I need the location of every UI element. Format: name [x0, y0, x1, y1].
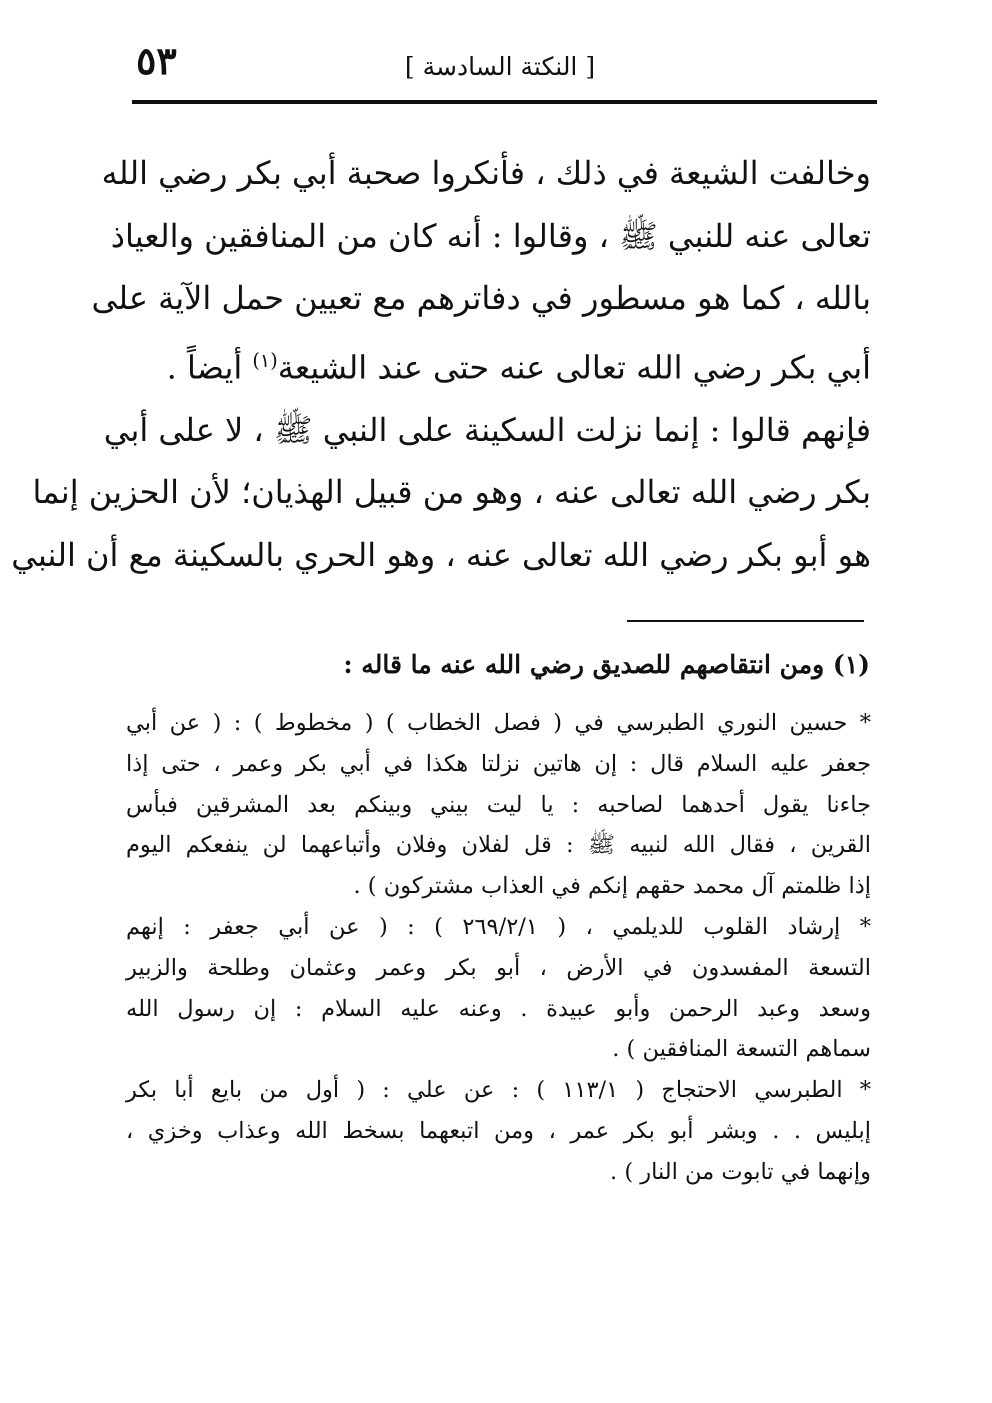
body-line-6: بكر رضي الله تعالى عنه ، وهو من قبيل الهذيان؛ لأن الحزين إنما — [32, 473, 871, 512]
body-line-3: بالله ، كما هو مسطور في دفاترهم مع تعيين حمل الآية على — [91, 279, 871, 317]
page-number: ٥٣ — [136, 38, 177, 83]
footnote-line: جاءنا يقول أحدهما لصاحبه : يا ليت بيني وبينكم بعد المشرقين فبأس — [126, 791, 871, 818]
footnote-line: إذا ظلمتم آل محمد حقهم إنكم في العذاب مشتركون ) . — [353, 873, 871, 900]
running-title: [ النكتة السادسة ] — [404, 52, 596, 81]
footnote-text — [126, 703, 871, 1193]
footnote-marker[interactable]: (١) — [252, 348, 278, 372]
footnote-line: التسعة المفسدون في الأرض ، أبو بكر وعمر وعثمان وطلحة والزبير — [126, 954, 871, 981]
body-line-7: هو أبو بكر رضي الله تعالى عنه ، وهو الحري بالسكينة مع أن النبي — [11, 535, 871, 574]
footnote-line: * حسين النوري الطبرسي في ( فصل الخطاب ) ( مخطوط ) : ( عن أبي — [126, 710, 871, 736]
footnote-heading: (١) ومن انتقاصهم للصديق رضي الله عنه ما قاله : — [343, 650, 870, 679]
body-line-2: تعالى عنه للنبي ﷺ ، وقالوا : أنه كان من المنافقين والعياذ — [110, 216, 871, 255]
footnote-line: وسعد وعبد الرحمن وأبو عبيدة . وعنه عليه السلام : إن رسول الله — [126, 995, 871, 1022]
body-line-1: وخالفت الشيعة في ذلك ، فأنكروا صحبة أبي بكر رضي الله — [101, 154, 871, 192]
footnote-separator — [627, 620, 864, 622]
footnote-line: القرين ، فقال الله لنبيه ﷺ : قل لفلان وفلان وأتباعهما لن ينفعكم اليوم — [126, 832, 871, 859]
body-line-4 — [126, 330, 871, 399]
body-line-4-text: أبي بكر رضي الله تعالى عنه حتى عند الشيعة — [277, 348, 871, 387]
footnote-line: وإنهما في تابوت من النار ) . — [610, 1158, 871, 1185]
main-text — [11, 142, 871, 586]
body-line-5: فإنهم قالوا : إنما نزلت السكينة على النبي ﷺ ، لا على أبي — [103, 410, 871, 449]
body-line-4-end: أيضاً . — [166, 348, 253, 387]
footnote-line: سماهم التسعة المنافقين ) . — [612, 1036, 871, 1063]
footnote-line: جعفر عليه السلام قال : إن هاتين نزلتا هكذا في أبي بكر وعمر ، حتى إذا — [126, 750, 871, 777]
header-rule — [132, 100, 877, 104]
footnote-line: * الطبرسي الاحتجاج ( ١١٣/١ ) : عن علي : ( أول من بايع أبا بكر — [126, 1077, 872, 1104]
footnote-line: إبليس . . وبشر أبو بكر عمر ، ومن اتبعهما بسخط الله وعذاب وخزي ، — [126, 1117, 871, 1144]
footnote-line: * إرشاد القلوب للديلمي ، ( ٢٦٩/٢/١ ) : ( عن أبي جعفر : إنهم — [126, 913, 871, 940]
page-header — [0, 0, 992, 110]
